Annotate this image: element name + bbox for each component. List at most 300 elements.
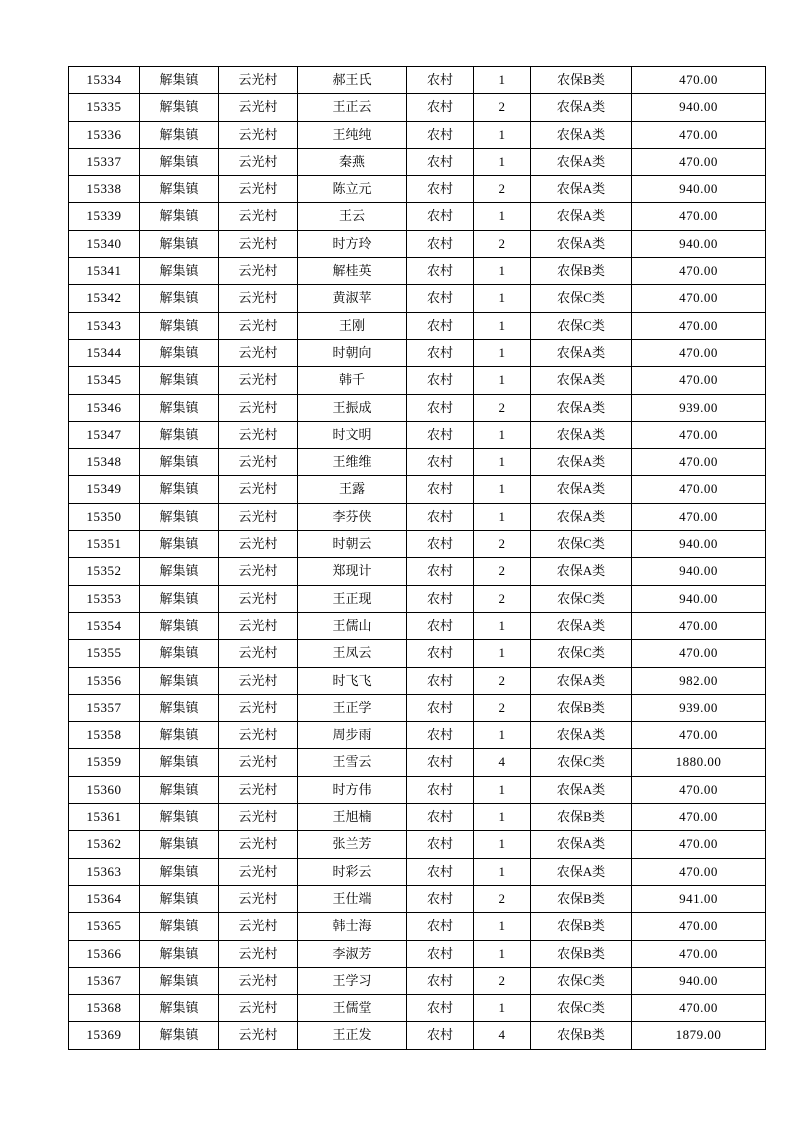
- cell-id: 15341: [69, 258, 140, 285]
- cell-name: 王云: [298, 203, 407, 230]
- cell-village: 云光村: [219, 531, 298, 558]
- cell-village: 云光村: [219, 558, 298, 585]
- cell-id: 15355: [69, 640, 140, 667]
- table-row: [69, 612, 766, 639]
- cell-count: 1: [474, 421, 531, 448]
- table-row: [69, 421, 766, 448]
- cell-household-type: 农村: [407, 531, 474, 558]
- cell-village: 云光村: [219, 667, 298, 694]
- cell-name: 黄淑苹: [298, 285, 407, 312]
- cell-town: 解集镇: [140, 339, 219, 366]
- cell-id: 15350: [69, 503, 140, 530]
- cell-amount: 470.00: [632, 640, 766, 667]
- cell-household-type: 农村: [407, 94, 474, 121]
- table-row: [69, 831, 766, 858]
- cell-category: 农保A类: [531, 148, 632, 175]
- cell-category: 农保A类: [531, 339, 632, 366]
- cell-town: 解集镇: [140, 694, 219, 721]
- cell-household-type: 农村: [407, 285, 474, 312]
- cell-town: 解集镇: [140, 858, 219, 885]
- cell-amount: 470.00: [632, 421, 766, 448]
- cell-village: 云光村: [219, 858, 298, 885]
- cell-count: 1: [474, 722, 531, 749]
- cell-category: 农保A类: [531, 449, 632, 476]
- table-row: [69, 913, 766, 940]
- cell-village: 云光村: [219, 476, 298, 503]
- cell-category: 农保B类: [531, 1022, 632, 1049]
- cell-id: 15349: [69, 476, 140, 503]
- cell-village: 云光村: [219, 804, 298, 831]
- cell-id: 15352: [69, 558, 140, 585]
- cell-amount: 939.00: [632, 694, 766, 721]
- cell-town: 解集镇: [140, 612, 219, 639]
- cell-name: 秦燕: [298, 148, 407, 175]
- cell-household-type: 农村: [407, 67, 474, 94]
- cell-village: 云光村: [219, 776, 298, 803]
- cell-town: 解集镇: [140, 67, 219, 94]
- cell-count: 1: [474, 258, 531, 285]
- cell-household-type: 农村: [407, 804, 474, 831]
- cell-town: 解集镇: [140, 258, 219, 285]
- cell-town: 解集镇: [140, 312, 219, 339]
- cell-name: 郑现计: [298, 558, 407, 585]
- table-row: [69, 203, 766, 230]
- cell-amount: 939.00: [632, 394, 766, 421]
- cell-count: 2: [474, 667, 531, 694]
- cell-category: 农保A类: [531, 558, 632, 585]
- cell-category: 农保C类: [531, 967, 632, 994]
- cell-household-type: 农村: [407, 230, 474, 257]
- cell-category: 农保A类: [531, 722, 632, 749]
- cell-count: 1: [474, 476, 531, 503]
- cell-name: 时文明: [298, 421, 407, 448]
- cell-category: 农保B类: [531, 804, 632, 831]
- table-row: [69, 640, 766, 667]
- cell-name: 王旭楠: [298, 804, 407, 831]
- cell-household-type: 农村: [407, 339, 474, 366]
- table-row: [69, 312, 766, 339]
- table-row: [69, 585, 766, 612]
- cell-category: 农保A类: [531, 230, 632, 257]
- table-row: [69, 67, 766, 94]
- cell-household-type: 农村: [407, 913, 474, 940]
- cell-amount: 470.00: [632, 367, 766, 394]
- cell-household-type: 农村: [407, 421, 474, 448]
- cell-name: 李芬侠: [298, 503, 407, 530]
- cell-category: 农保B类: [531, 885, 632, 912]
- cell-name: 王维维: [298, 449, 407, 476]
- cell-category: 农保A类: [531, 94, 632, 121]
- cell-amount: 470.00: [632, 995, 766, 1022]
- cell-name: 王振成: [298, 394, 407, 421]
- cell-id: 15335: [69, 94, 140, 121]
- cell-count: 1: [474, 121, 531, 148]
- cell-name: 王正学: [298, 694, 407, 721]
- cell-id: 15346: [69, 394, 140, 421]
- table-row: [69, 339, 766, 366]
- cell-category: 农保C类: [531, 285, 632, 312]
- cell-category: 农保A类: [531, 831, 632, 858]
- cell-household-type: 农村: [407, 258, 474, 285]
- table-row: [69, 967, 766, 994]
- cell-village: 云光村: [219, 394, 298, 421]
- cell-village: 云光村: [219, 230, 298, 257]
- cell-household-type: 农村: [407, 558, 474, 585]
- cell-household-type: 农村: [407, 312, 474, 339]
- cell-village: 云光村: [219, 121, 298, 148]
- cell-id: 15343: [69, 312, 140, 339]
- cell-id: 15339: [69, 203, 140, 230]
- cell-village: 云光村: [219, 913, 298, 940]
- cell-village: 云光村: [219, 503, 298, 530]
- cell-household-type: 农村: [407, 367, 474, 394]
- cell-household-type: 农村: [407, 776, 474, 803]
- table-row: [69, 804, 766, 831]
- cell-town: 解集镇: [140, 831, 219, 858]
- cell-id: 15353: [69, 585, 140, 612]
- cell-household-type: 农村: [407, 176, 474, 203]
- cell-count: 4: [474, 1022, 531, 1049]
- cell-village: 云光村: [219, 148, 298, 175]
- cell-count: 1: [474, 858, 531, 885]
- cell-category: 农保C类: [531, 640, 632, 667]
- cell-town: 解集镇: [140, 640, 219, 667]
- table-row: [69, 367, 766, 394]
- cell-amount: 470.00: [632, 612, 766, 639]
- cell-id: 15356: [69, 667, 140, 694]
- cell-village: 云光村: [219, 995, 298, 1022]
- cell-name: 时彩云: [298, 858, 407, 885]
- cell-category: 农保A类: [531, 667, 632, 694]
- cell-amount: 470.00: [632, 258, 766, 285]
- cell-amount: 1880.00: [632, 749, 766, 776]
- cell-id: 15342: [69, 285, 140, 312]
- cell-name: 周步雨: [298, 722, 407, 749]
- table-row: [69, 148, 766, 175]
- cell-name: 王凤云: [298, 640, 407, 667]
- cell-household-type: 农村: [407, 967, 474, 994]
- cell-category: 农保A类: [531, 776, 632, 803]
- cell-village: 云光村: [219, 1022, 298, 1049]
- cell-amount: 940.00: [632, 558, 766, 585]
- cell-village: 云光村: [219, 940, 298, 967]
- cell-id: 15362: [69, 831, 140, 858]
- cell-village: 云光村: [219, 339, 298, 366]
- cell-count: 1: [474, 913, 531, 940]
- cell-household-type: 农村: [407, 722, 474, 749]
- cell-id: 15337: [69, 148, 140, 175]
- cell-id: 15359: [69, 749, 140, 776]
- cell-village: 云光村: [219, 258, 298, 285]
- cell-count: 2: [474, 558, 531, 585]
- cell-name: 李淑芳: [298, 940, 407, 967]
- cell-town: 解集镇: [140, 531, 219, 558]
- cell-name: 解桂英: [298, 258, 407, 285]
- cell-category: 农保B类: [531, 913, 632, 940]
- cell-household-type: 农村: [407, 858, 474, 885]
- cell-amount: 470.00: [632, 776, 766, 803]
- cell-category: 农保A类: [531, 176, 632, 203]
- cell-household-type: 农村: [407, 831, 474, 858]
- cell-id: 15351: [69, 531, 140, 558]
- table-row: [69, 858, 766, 885]
- cell-town: 解集镇: [140, 148, 219, 175]
- cell-amount: 470.00: [632, 203, 766, 230]
- table-row: [69, 503, 766, 530]
- cell-category: 农保B类: [531, 694, 632, 721]
- cell-town: 解集镇: [140, 913, 219, 940]
- cell-village: 云光村: [219, 640, 298, 667]
- cell-category: 农保A类: [531, 121, 632, 148]
- cell-village: 云光村: [219, 722, 298, 749]
- cell-name: 时朝向: [298, 339, 407, 366]
- cell-id: 15368: [69, 995, 140, 1022]
- cell-village: 云光村: [219, 831, 298, 858]
- cell-amount: 1879.00: [632, 1022, 766, 1049]
- cell-count: 1: [474, 312, 531, 339]
- table-body: [69, 67, 766, 1050]
- cell-name: 时方玲: [298, 230, 407, 257]
- cell-count: 2: [474, 176, 531, 203]
- cell-town: 解集镇: [140, 940, 219, 967]
- cell-town: 解集镇: [140, 367, 219, 394]
- cell-name: 王纯纯: [298, 121, 407, 148]
- cell-count: 1: [474, 776, 531, 803]
- cell-id: 15365: [69, 913, 140, 940]
- table-row: [69, 476, 766, 503]
- cell-town: 解集镇: [140, 476, 219, 503]
- cell-household-type: 农村: [407, 476, 474, 503]
- cell-town: 解集镇: [140, 94, 219, 121]
- cell-town: 解集镇: [140, 558, 219, 585]
- cell-count: 2: [474, 585, 531, 612]
- cell-category: 农保A类: [531, 858, 632, 885]
- cell-household-type: 农村: [407, 585, 474, 612]
- cell-count: 1: [474, 339, 531, 366]
- table-row: [69, 885, 766, 912]
- cell-count: 2: [474, 230, 531, 257]
- cell-name: 王雪云: [298, 749, 407, 776]
- cell-category: 农保A类: [531, 612, 632, 639]
- cell-count: 1: [474, 203, 531, 230]
- cell-amount: 470.00: [632, 121, 766, 148]
- cell-town: 解集镇: [140, 776, 219, 803]
- cell-town: 解集镇: [140, 176, 219, 203]
- cell-name: 王学习: [298, 967, 407, 994]
- cell-amount: 940.00: [632, 230, 766, 257]
- cell-village: 云光村: [219, 421, 298, 448]
- cell-category: 农保B类: [531, 67, 632, 94]
- cell-amount: 470.00: [632, 722, 766, 749]
- cell-household-type: 农村: [407, 1022, 474, 1049]
- cell-id: 15340: [69, 230, 140, 257]
- cell-id: 15364: [69, 885, 140, 912]
- table-row: [69, 230, 766, 257]
- cell-town: 解集镇: [140, 203, 219, 230]
- cell-household-type: 农村: [407, 667, 474, 694]
- cell-household-type: 农村: [407, 612, 474, 639]
- cell-household-type: 农村: [407, 203, 474, 230]
- cell-amount: 470.00: [632, 285, 766, 312]
- cell-amount: 940.00: [632, 176, 766, 203]
- cell-name: 王刚: [298, 312, 407, 339]
- table-row: [69, 722, 766, 749]
- cell-village: 云光村: [219, 885, 298, 912]
- cell-household-type: 农村: [407, 995, 474, 1022]
- cell-village: 云光村: [219, 585, 298, 612]
- cell-town: 解集镇: [140, 503, 219, 530]
- cell-name: 王正发: [298, 1022, 407, 1049]
- cell-amount: 470.00: [632, 476, 766, 503]
- cell-household-type: 农村: [407, 449, 474, 476]
- cell-id: 15367: [69, 967, 140, 994]
- cell-village: 云光村: [219, 612, 298, 639]
- cell-id: 15347: [69, 421, 140, 448]
- cell-village: 云光村: [219, 749, 298, 776]
- cell-name: 王正现: [298, 585, 407, 612]
- cell-amount: 470.00: [632, 804, 766, 831]
- cell-count: 4: [474, 749, 531, 776]
- table-row: [69, 121, 766, 148]
- cell-category: 农保B类: [531, 258, 632, 285]
- cell-count: 1: [474, 449, 531, 476]
- table-row: [69, 667, 766, 694]
- cell-id: 15358: [69, 722, 140, 749]
- cell-id: 15360: [69, 776, 140, 803]
- cell-amount: 982.00: [632, 667, 766, 694]
- cell-village: 云光村: [219, 285, 298, 312]
- cell-town: 解集镇: [140, 749, 219, 776]
- cell-amount: 470.00: [632, 339, 766, 366]
- cell-amount: 470.00: [632, 831, 766, 858]
- cell-name: 王仕端: [298, 885, 407, 912]
- table-row: [69, 940, 766, 967]
- table-row: [69, 449, 766, 476]
- table-row: [69, 1022, 766, 1049]
- cell-category: 农保A类: [531, 421, 632, 448]
- cell-amount: 940.00: [632, 967, 766, 994]
- cell-id: 15344: [69, 339, 140, 366]
- table-row: [69, 558, 766, 585]
- cell-amount: 470.00: [632, 940, 766, 967]
- cell-count: 1: [474, 148, 531, 175]
- cell-household-type: 农村: [407, 148, 474, 175]
- cell-amount: 470.00: [632, 913, 766, 940]
- cell-town: 解集镇: [140, 804, 219, 831]
- cell-town: 解集镇: [140, 285, 219, 312]
- cell-category: 农保C类: [531, 531, 632, 558]
- cell-count: 1: [474, 804, 531, 831]
- cell-name: 张兰芳: [298, 831, 407, 858]
- cell-household-type: 农村: [407, 694, 474, 721]
- table-row: [69, 394, 766, 421]
- table-row: [69, 531, 766, 558]
- cell-household-type: 农村: [407, 749, 474, 776]
- cell-amount: 470.00: [632, 858, 766, 885]
- cell-count: 1: [474, 831, 531, 858]
- cell-name: 时飞飞: [298, 667, 407, 694]
- cell-household-type: 农村: [407, 940, 474, 967]
- cell-town: 解集镇: [140, 585, 219, 612]
- table-row: [69, 749, 766, 776]
- cell-amount: 940.00: [632, 585, 766, 612]
- cell-household-type: 农村: [407, 394, 474, 421]
- cell-count: 1: [474, 612, 531, 639]
- cell-count: 1: [474, 67, 531, 94]
- cell-count: 2: [474, 885, 531, 912]
- cell-town: 解集镇: [140, 885, 219, 912]
- subsidy-table: [68, 66, 766, 1050]
- cell-count: 2: [474, 531, 531, 558]
- cell-town: 解集镇: [140, 394, 219, 421]
- cell-town: 解集镇: [140, 421, 219, 448]
- cell-count: 2: [474, 394, 531, 421]
- cell-category: 农保C类: [531, 995, 632, 1022]
- cell-id: 15366: [69, 940, 140, 967]
- cell-town: 解集镇: [140, 121, 219, 148]
- cell-id: 15338: [69, 176, 140, 203]
- cell-count: 1: [474, 367, 531, 394]
- cell-count: 2: [474, 967, 531, 994]
- cell-town: 解集镇: [140, 967, 219, 994]
- cell-category: 农保A类: [531, 203, 632, 230]
- cell-village: 云光村: [219, 203, 298, 230]
- cell-village: 云光村: [219, 312, 298, 339]
- cell-name: 时方伟: [298, 776, 407, 803]
- cell-category: 农保C类: [531, 585, 632, 612]
- cell-household-type: 农村: [407, 121, 474, 148]
- cell-category: 农保C类: [531, 749, 632, 776]
- cell-category: 农保A类: [531, 394, 632, 421]
- cell-id: 15363: [69, 858, 140, 885]
- cell-town: 解集镇: [140, 995, 219, 1022]
- cell-name: 时朝云: [298, 531, 407, 558]
- table-row: [69, 694, 766, 721]
- cell-name: 郝王氏: [298, 67, 407, 94]
- cell-name: 陈立元: [298, 176, 407, 203]
- cell-name: 王正云: [298, 94, 407, 121]
- cell-amount: 470.00: [632, 449, 766, 476]
- cell-id: 15336: [69, 121, 140, 148]
- cell-id: 15369: [69, 1022, 140, 1049]
- table-row: [69, 94, 766, 121]
- table-row: [69, 176, 766, 203]
- cell-amount: 940.00: [632, 531, 766, 558]
- cell-count: 2: [474, 94, 531, 121]
- cell-count: 1: [474, 640, 531, 667]
- cell-name: 王儒山: [298, 612, 407, 639]
- cell-category: 农保A类: [531, 503, 632, 530]
- cell-amount: 470.00: [632, 148, 766, 175]
- table-row: [69, 995, 766, 1022]
- cell-amount: 470.00: [632, 67, 766, 94]
- cell-amount: 941.00: [632, 885, 766, 912]
- cell-count: 1: [474, 503, 531, 530]
- cell-village: 云光村: [219, 367, 298, 394]
- cell-village: 云光村: [219, 67, 298, 94]
- cell-town: 解集镇: [140, 722, 219, 749]
- cell-household-type: 农村: [407, 640, 474, 667]
- cell-household-type: 农村: [407, 885, 474, 912]
- cell-village: 云光村: [219, 176, 298, 203]
- cell-village: 云光村: [219, 694, 298, 721]
- cell-village: 云光村: [219, 94, 298, 121]
- cell-name: 王儒堂: [298, 995, 407, 1022]
- cell-id: 15354: [69, 612, 140, 639]
- table-row: [69, 285, 766, 312]
- cell-village: 云光村: [219, 967, 298, 994]
- cell-id: 15334: [69, 67, 140, 94]
